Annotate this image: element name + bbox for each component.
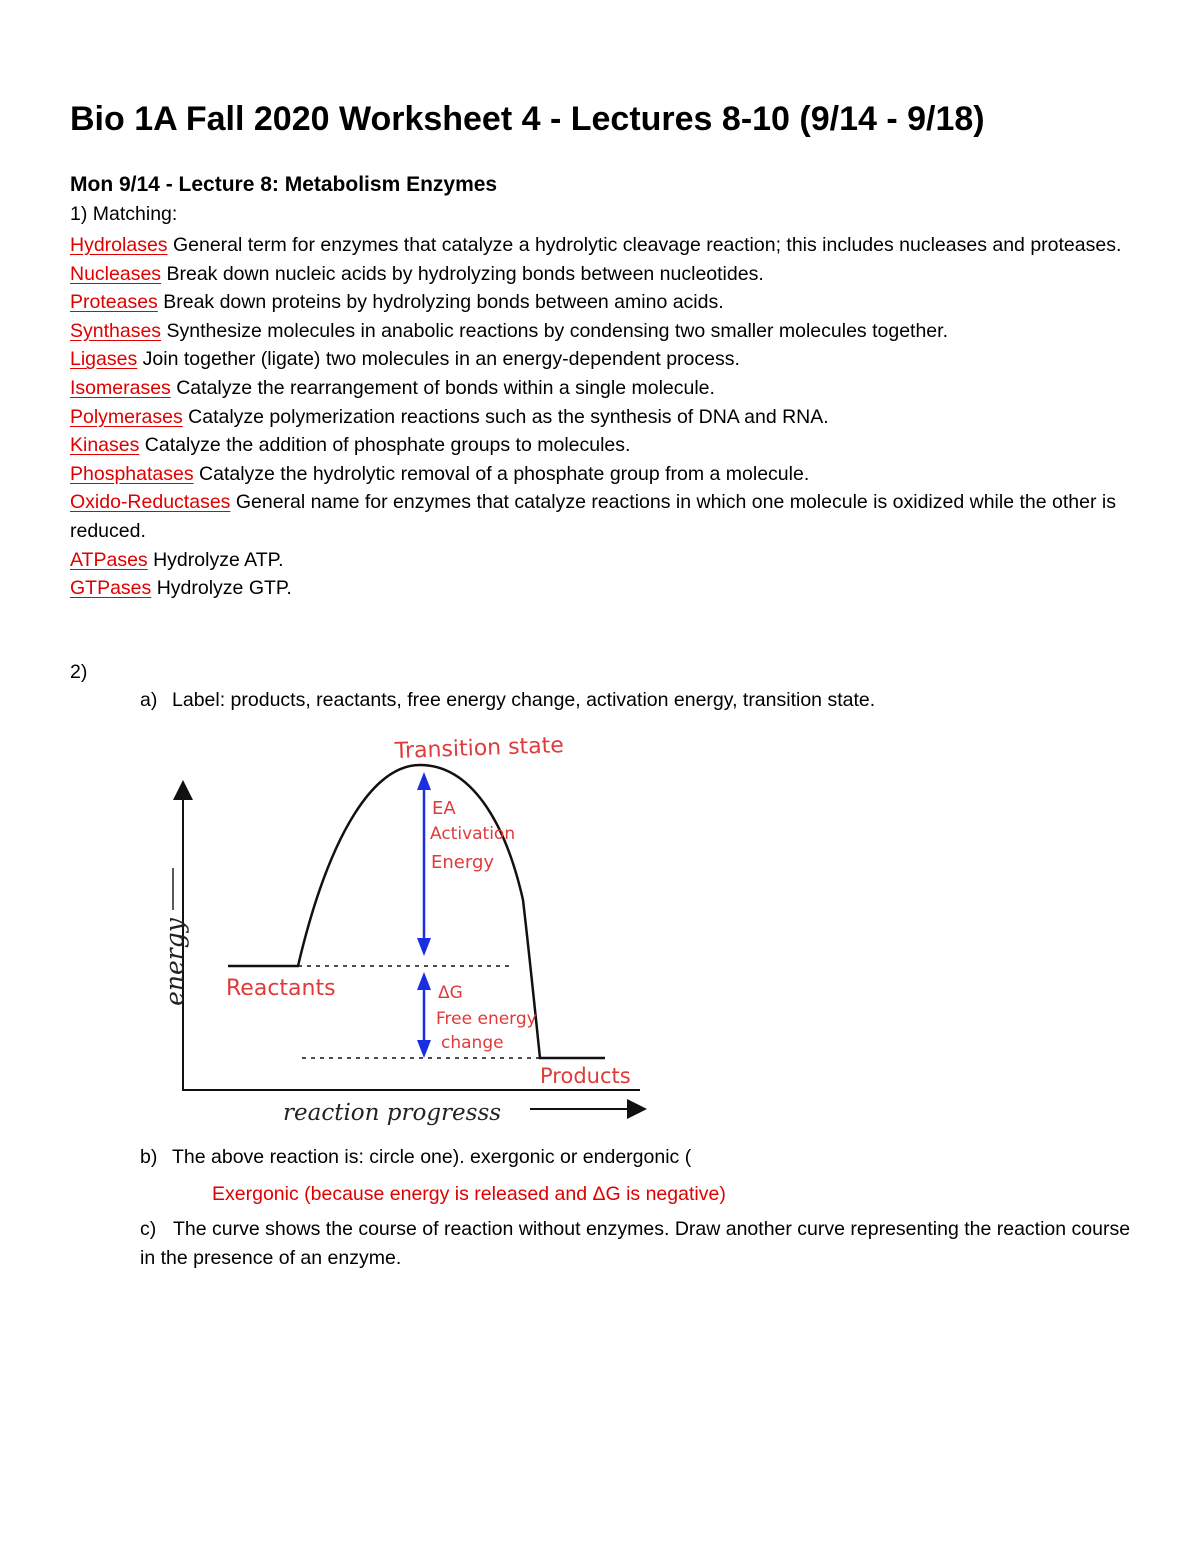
activation-energy-arrow bbox=[417, 772, 431, 956]
matching-term: Oxido-Reductases bbox=[70, 491, 231, 514]
energy-annotation: Energy bbox=[431, 852, 495, 873]
part-b-marker: b) bbox=[140, 1146, 158, 1168]
delta-g-annotation: ΔG bbox=[438, 983, 463, 1003]
part-c-text: The curve shows the course of reaction without enzymes. Draw another curve representing the reaction course in the presence of an enzyme. bbox=[140, 1218, 1131, 1269]
matching-definition: Hydrolyze ATP. bbox=[153, 548, 284, 571]
matching-term: Isomerases bbox=[70, 376, 171, 399]
matching-term: ATPases bbox=[70, 548, 148, 571]
matching-term: GTPases bbox=[70, 577, 152, 600]
matching-term: Ligases bbox=[70, 348, 138, 371]
reaction-curve bbox=[228, 765, 605, 1058]
ea-annotation: EA bbox=[432, 798, 456, 819]
part-a-text: Label: products, reactants, free energy change, activation energy, transition state. bbox=[172, 689, 876, 711]
matching-term: Kinases bbox=[70, 434, 140, 457]
matching-definition: Catalyze the addition of phosphate groups to molecules. bbox=[144, 434, 631, 457]
free-energy-arrow bbox=[417, 972, 431, 1058]
matching-definition: Join together (ligate) two molecules in an energy-dependent process. bbox=[142, 348, 740, 371]
products-annotation: Products bbox=[540, 1064, 631, 1088]
y-axis-label: energy bbox=[160, 918, 189, 1006]
part-b-text: The above reaction is: circle one). exergonic or endergonic ( bbox=[172, 1146, 692, 1168]
part-a-marker: a) bbox=[140, 689, 158, 711]
matching-definition: General term for enzymes that catalyze a hydrolytic cleavage reaction; this includes nucleases and proteases. bbox=[172, 234, 1122, 256]
matching-term: Synthases bbox=[70, 319, 162, 342]
matching-term: Polymerases bbox=[70, 405, 183, 428]
reactants-annotation: Reactants bbox=[226, 976, 336, 1001]
matching-definition: Catalyze the hydrolytic removal of a phosphate group from a molecule. bbox=[199, 462, 810, 485]
matching-definition: Synthesize molecules in anabolic reactions by condensing two smaller molecules together. bbox=[166, 319, 948, 342]
worksheet-title: Bio 1A Fall 2020 Worksheet 4 - Lectures 8-10 (9/14 - 9/18) bbox=[70, 100, 985, 138]
change-annotation: change bbox=[441, 1033, 504, 1053]
question-2-label: 2) bbox=[70, 661, 88, 683]
part-c-marker: c) bbox=[140, 1218, 157, 1240]
section-heading: Mon 9/14 - Lecture 8: Metabolism Enzymes bbox=[70, 173, 498, 196]
matching-definition: Hydrolyze GTP. bbox=[156, 577, 292, 600]
matching-term: Proteases bbox=[70, 291, 158, 314]
part-b-answer: Exergonic (because energy is released and ΔG is negative) bbox=[212, 1183, 726, 1205]
matching-definition: General name for enzymes that catalyze reactions in which one molecule is oxidized while the other is reduced. bbox=[70, 491, 1116, 542]
matching-definition: Break down proteins by hydrolyzing bonds between amino acids. bbox=[163, 291, 724, 314]
transition-state-annotation: Transition state bbox=[394, 733, 565, 764]
matching-definition: Catalyze polymerization reactions such as the synthesis of DNA and RNA. bbox=[188, 405, 829, 428]
free-energy-annotation: Free energy bbox=[436, 1009, 537, 1029]
matching-term: Phosphatases bbox=[70, 462, 194, 485]
x-axis-label: reaction progresss bbox=[283, 1100, 502, 1126]
activation-annotation: Activation bbox=[430, 824, 516, 844]
matching-term: Nucleases bbox=[70, 262, 162, 285]
matching-definition: Catalyze the rearrangement of bonds within a single molecule. bbox=[176, 376, 715, 399]
part-b bbox=[140, 1146, 691, 1169]
question-1-label: 1) Matching: bbox=[70, 203, 178, 225]
part-c bbox=[140, 1215, 1150, 1273]
matching-term: Hydrolases bbox=[70, 234, 168, 256]
matching-definition: Break down nucleic acids by hydrolyzing bonds between nucleotides. bbox=[166, 262, 764, 285]
